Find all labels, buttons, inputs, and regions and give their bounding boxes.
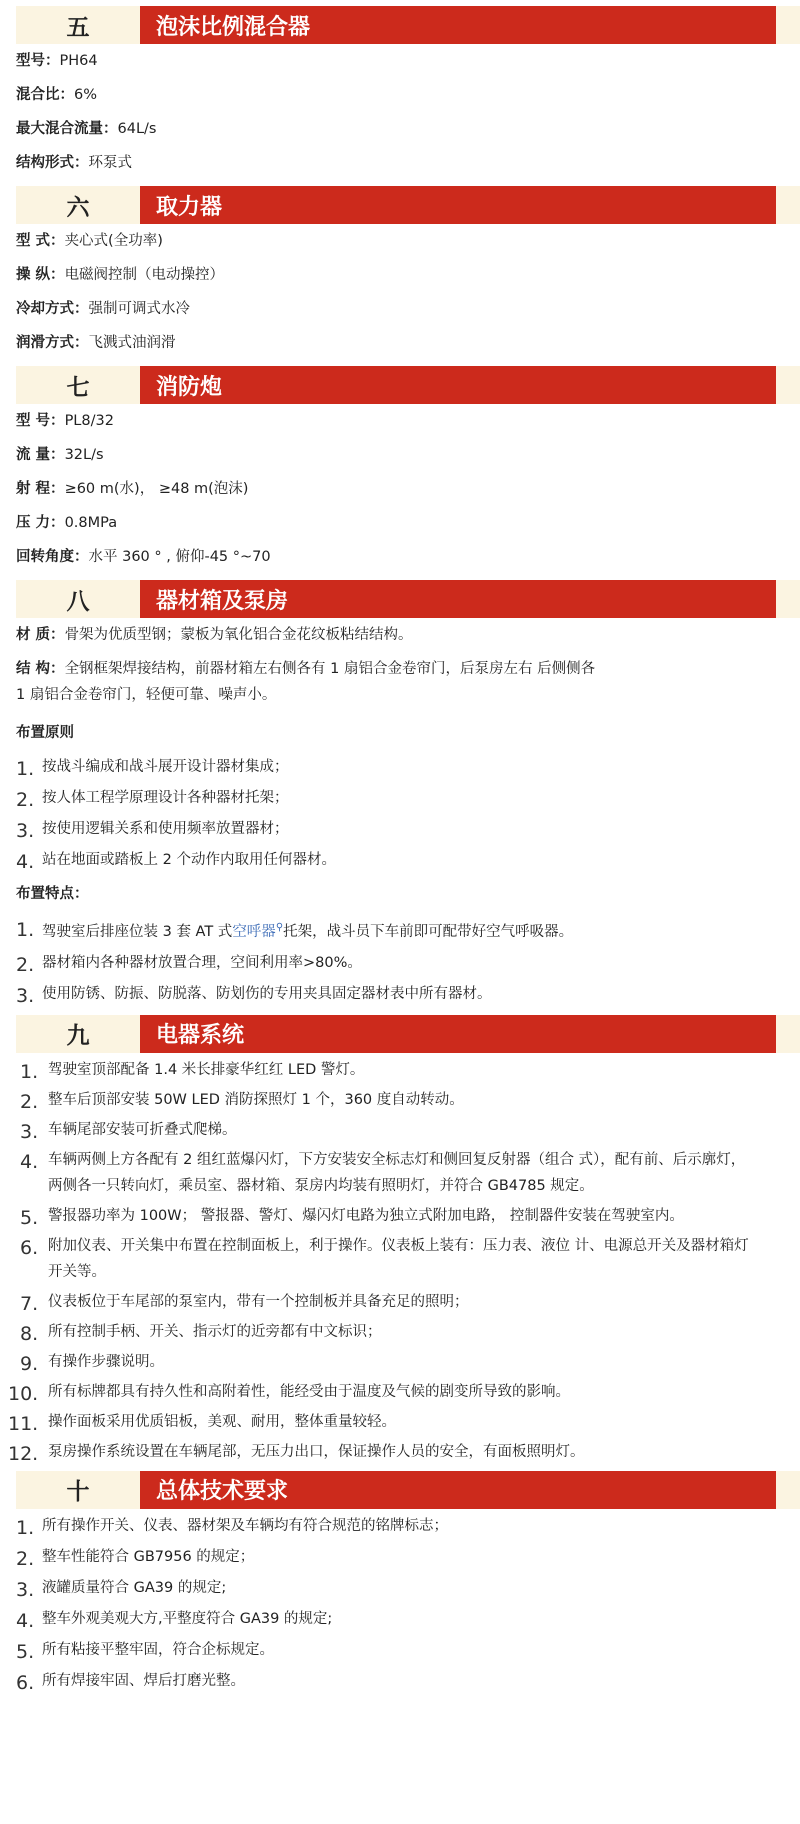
section-header	[16, 6, 776, 44]
list-item: 7. 仪表板位于车尾部的泵室内，带有一个控制板并具备充足的照明；	[20, 1292, 469, 1315]
list-item: 4. 整车外观美观大方,平整度符合 GA39 的规定;	[16, 1609, 333, 1632]
spec-line: 润滑方式：飞溅式油润滑	[16, 335, 176, 351]
spec-line: 压 力：0.8MPa	[16, 515, 118, 531]
spec-line: 回转角度：水平 360 ° , 俯仰-45 °~70	[16, 549, 271, 565]
list-item: 9. 有操作步骤说明。	[20, 1352, 164, 1375]
section-header	[16, 1471, 776, 1509]
requirements-list	[0, 1512, 800, 1695]
feature-title: 布置特点：	[16, 886, 89, 902]
section-9	[0, 1011, 800, 1465]
spec-line: 操 纵：电磁阀控制（电动操控）	[16, 267, 225, 283]
section-title: 泡沫比例混合器	[156, 14, 311, 40]
section-header	[16, 580, 776, 618]
section-header	[16, 366, 776, 404]
list-item: 8. 所有控制手柄、开关、指示灯的近旁都有中文标识；	[20, 1322, 382, 1345]
section-number: 十	[16, 1471, 140, 1509]
list-item: 5. 警报器功率为 100W； 警报器、警灯、爆闪灯电路为独立式附加电路， 控制器件安装在驾驶室内。	[20, 1206, 684, 1229]
section-header	[16, 186, 776, 224]
spec-line: 冷却方式：强制可调式水冷	[16, 301, 190, 317]
spec-line: 混合比：6%	[16, 87, 98, 103]
spec-line: 最大混合流量：64L/s	[16, 121, 157, 137]
list-item: 1. 驾驶室后排座位装 3 套 AT 式空呼器⚲托架，战斗员下车前即可配带好空气呼吸器。	[16, 919, 574, 941]
section-5	[0, 0, 800, 180]
feature-list	[0, 914, 800, 1008]
spec-line: 型号：PH64	[16, 53, 98, 69]
section-title: 器材箱及泵房	[156, 588, 289, 614]
section-number: 八	[16, 580, 140, 618]
section-6	[0, 180, 800, 360]
spec-line: 型 号：PL8/32	[16, 413, 114, 429]
list-item: 1. 按战斗编成和战斗展开设计器材集成；	[16, 758, 289, 780]
list-item: 3. 液罐质量符合 GA39 的规定;	[16, 1578, 227, 1601]
section-number: 六	[16, 186, 140, 224]
air-respirator-link[interactable]: 空呼器	[232, 923, 276, 940]
list-item: 2. 整车后顶部安装 50W LED 消防探照灯 1 个，360 度自动转动。	[20, 1090, 464, 1113]
section-title: 取力器	[156, 194, 223, 220]
search-icon[interactable]: ⚲	[275, 922, 284, 933]
section-number: 七	[16, 366, 140, 404]
list-item: 2. 器材箱内各种器材放置合理，空间利用率>80%。	[16, 953, 362, 976]
list-item: 4. 站在地面或踏板上 2 个动作内取用任何器材。	[16, 851, 336, 873]
section-title: 总体技术要求	[156, 1479, 289, 1505]
section-10	[0, 1469, 800, 1695]
list-item: 10. 所有标牌都具有持久性和高附着性，能经受由于温度及气候的剧变所导致的影响。	[8, 1382, 570, 1405]
section-number: 五	[16, 6, 140, 44]
spec-line: 型 式：夹心式(全功率)	[16, 233, 163, 249]
section-title: 消防炮	[156, 374, 223, 400]
spec-line: 结构形式：环泵式	[16, 155, 132, 171]
list-item: 6. 附加仪表、开关集中布置在控制面板上，利于操作。仪表板上装有：压力表、液位 计、电源总开关及器材箱灯开关等。	[20, 1236, 749, 1280]
list-item: 6. 所有焊接牢固、焊后打磨光整。	[16, 1671, 245, 1694]
section-7	[0, 360, 800, 574]
list-item: 3. 车辆尾部安装可折叠式爬梯。	[20, 1120, 237, 1143]
section-header	[16, 1015, 776, 1053]
electrical-list	[0, 1057, 800, 1465]
section-title: 电器系统	[156, 1023, 245, 1049]
list-item: 11. 操作面板采用优质铝板，美观、耐用，整体重量较轻。	[8, 1412, 396, 1435]
list-item: 1. 所有操作开关、仪表、器材架及车辆均有符合规范的铭牌标志；	[16, 1516, 448, 1539]
spec-line: 流 量：32L/s	[16, 447, 104, 463]
list-item: 3. 使用防锈、防振、防脱落、防划伤的专用夹具固定器材表中所有器材。	[16, 984, 492, 1007]
list-item: 2. 整车性能符合 GB7956 的规定；	[16, 1547, 255, 1570]
list-item: 12. 泵房操作系统设置在车辆尾部，无压力出口，保证操作人员的安全，有面板照明灯。	[8, 1442, 585, 1465]
list-item: 1. 驾驶室顶部配备 1.4 米长排豪华红红 LED 警灯。	[20, 1060, 365, 1083]
spec-line: 射 程：≥60 m(水)， ≥48 m(泡沫)	[16, 481, 249, 497]
list-item: 5. 所有粘接平整牢固，符合企标规定。	[16, 1640, 274, 1663]
list-item: 3. 按使用逻辑关系和使用频率放置器材；	[16, 820, 289, 842]
principle-title: 布置原则	[16, 725, 74, 741]
principle-list	[0, 753, 800, 874]
list-item: 4. 车辆两侧上方各配有 2 组红蓝爆闪灯，下方安装安全标志灯和侧回复反射器（组合 式），配有前、后示廓灯，两侧各一只转向灯，乘员室、器材箱、泵房内均装有照明灯，并符合 GB4785 规定。	[20, 1150, 746, 1194]
section-number: 九	[16, 1015, 140, 1053]
material-line: 材 质：骨架为优质型钢；蒙板为氧化铝合金花纹板粘结结构。	[16, 627, 413, 643]
section-8	[0, 574, 800, 1008]
list-item: 2. 按人体工程学原理设计各种器材托架；	[16, 789, 289, 811]
structure-paragraph: 结 构：全钢框架焊接结构，前器材箱左右侧各有 1 扇铝合金卷帘门，后泵房左右 后侧侧各 1 扇铝合金卷帘门，轻便可靠、噪声小。	[16, 661, 596, 703]
